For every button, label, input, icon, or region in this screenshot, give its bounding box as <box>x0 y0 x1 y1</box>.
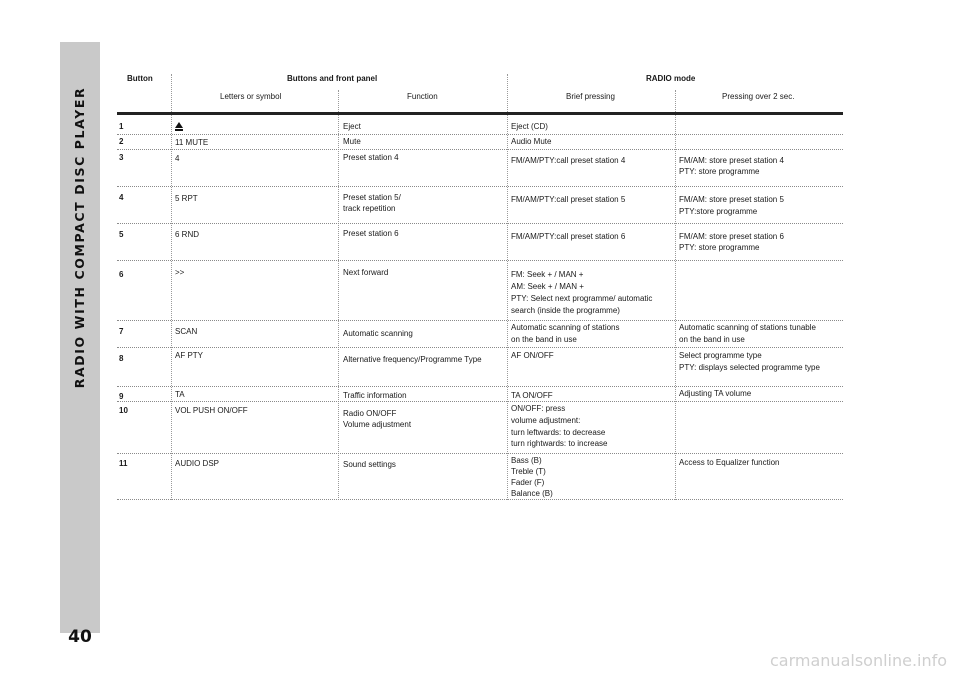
row-number: 11 <box>119 459 128 468</box>
symbol-text: TA <box>175 390 185 399</box>
brief-text: TA ON/OFF <box>511 391 553 400</box>
row-divider <box>117 401 843 402</box>
function-text: Radio ON/OFF <box>343 409 397 418</box>
header-button: Button <box>127 74 153 83</box>
row-number: 8 <box>119 354 124 363</box>
brief-text: Eject (CD) <box>511 122 548 131</box>
watermark[interactable]: carmanualsonline.info <box>770 651 948 670</box>
brief-text: volume adjustment: <box>511 416 581 425</box>
symbol-text: VOL PUSH ON/OFF <box>175 406 248 415</box>
header-radio-mode: RADIO mode <box>646 74 696 83</box>
column-divider <box>507 74 508 500</box>
row-number: 1 <box>119 122 124 131</box>
column-divider <box>675 90 676 500</box>
row-number: 7 <box>119 327 124 336</box>
header-brief: Brief pressing <box>566 92 615 101</box>
function-text: Next forward <box>343 268 389 277</box>
row-divider <box>117 134 843 135</box>
row-divider <box>117 186 843 187</box>
function-text: Preset station 6 <box>343 229 399 238</box>
row-number: 9 <box>119 392 124 401</box>
brief-text: turn rightwards: to increase <box>511 439 608 448</box>
brief-text: Automatic scanning of stations <box>511 323 620 332</box>
symbol-text: >> <box>175 268 185 277</box>
symbol-text: 5 RPT <box>175 194 198 203</box>
function-text: track repetition <box>343 204 396 213</box>
function-text: Preset station 4 <box>343 153 399 162</box>
row-divider <box>117 260 843 261</box>
column-divider <box>338 90 339 500</box>
row-divider <box>117 149 843 150</box>
row-number: 4 <box>119 193 124 202</box>
brief-text: Treble (T) <box>511 467 546 476</box>
over-text: Select programme type <box>679 351 762 360</box>
header-front-panel: Buttons and front panel <box>287 74 378 83</box>
over-text: PTY: displays selected programme type <box>679 363 820 372</box>
row-number: 6 <box>119 270 124 279</box>
function-text: Automatic scanning <box>343 329 413 338</box>
over-text: PTY: store programme <box>679 243 760 252</box>
header-rule <box>117 112 843 115</box>
brief-text: turn leftwards: to decrease <box>511 428 606 437</box>
header-over: Pressing over 2 sec. <box>722 92 795 101</box>
function-text: Sound settings <box>343 460 396 469</box>
column-divider <box>171 74 172 500</box>
function-text: Mute <box>343 137 361 146</box>
brief-text: on the band in use <box>511 335 577 344</box>
row-divider <box>117 320 843 321</box>
row-number: 3 <box>119 153 124 162</box>
function-text: Volume adjustment <box>343 420 412 429</box>
over-text: Access to Equalizer function <box>679 458 780 467</box>
brief-text: FM: Seek + / MAN + <box>511 270 584 279</box>
over-text: PTY: store programme <box>679 167 760 176</box>
function-text: Traffic information <box>343 391 407 400</box>
brief-text: AF ON/OFF <box>511 351 554 360</box>
function-text: Eject <box>343 122 361 131</box>
over-text: PTY:store programme <box>679 207 758 216</box>
brief-text: FM/AM/PTY:call preset station 6 <box>511 232 626 241</box>
symbol-text: 6 RND <box>175 230 200 239</box>
symbol-text: AUDIO DSP <box>175 459 220 468</box>
brief-text: AM: Seek + / MAN + <box>511 282 584 291</box>
header-function: Function <box>407 92 438 101</box>
symbol-text: AF PTY <box>175 351 204 360</box>
header-letters: Letters or symbol <box>220 92 282 101</box>
page-number: 40 <box>68 627 92 647</box>
row-number: 5 <box>119 230 124 239</box>
over-text: FM/AM: store preset station 6 <box>679 232 784 241</box>
brief-text: FM/AM/PTY:call preset station 5 <box>511 195 626 204</box>
eject-icon <box>175 122 183 131</box>
row-divider <box>117 499 843 500</box>
brief-text: search (inside the programme) <box>511 306 620 315</box>
row-divider <box>117 386 843 387</box>
brief-text: FM/AM/PTY:call preset station 4 <box>511 156 626 165</box>
over-text: on the band in use <box>679 335 745 344</box>
brief-text: Balance (B) <box>511 489 553 498</box>
over-text: FM/AM: store preset station 4 <box>679 156 784 165</box>
row-number: 10 <box>119 406 128 415</box>
symbol-text: SCAN <box>175 327 198 336</box>
sidebar <box>60 42 100 647</box>
brief-text: Audio Mute <box>511 137 552 146</box>
row-divider <box>117 453 843 454</box>
function-text: Alternative frequency/Programme Type <box>343 355 482 364</box>
function-text: Preset station 5/ <box>343 193 401 202</box>
brief-text: ON/OFF: press <box>511 404 566 413</box>
symbol-text: 4 <box>175 154 180 163</box>
symbol-text: 11 MUTE <box>175 138 209 147</box>
brief-text: PTY: Select next programme/ automatic <box>511 294 653 303</box>
over-text: Automatic scanning of stations tunable <box>679 323 816 332</box>
brief-text: Fader (F) <box>511 478 545 487</box>
section-title: RADIO WITH COMPACT DISC PLAYER <box>72 86 88 388</box>
over-text: Adjusting TA volume <box>679 389 752 398</box>
brief-text: Bass (B) <box>511 456 542 465</box>
row-divider <box>117 223 843 224</box>
sidebar-title <box>60 72 100 402</box>
row-number: 2 <box>119 137 124 146</box>
row-divider <box>117 347 843 348</box>
over-text: FM/AM: store preset station 5 <box>679 195 784 204</box>
